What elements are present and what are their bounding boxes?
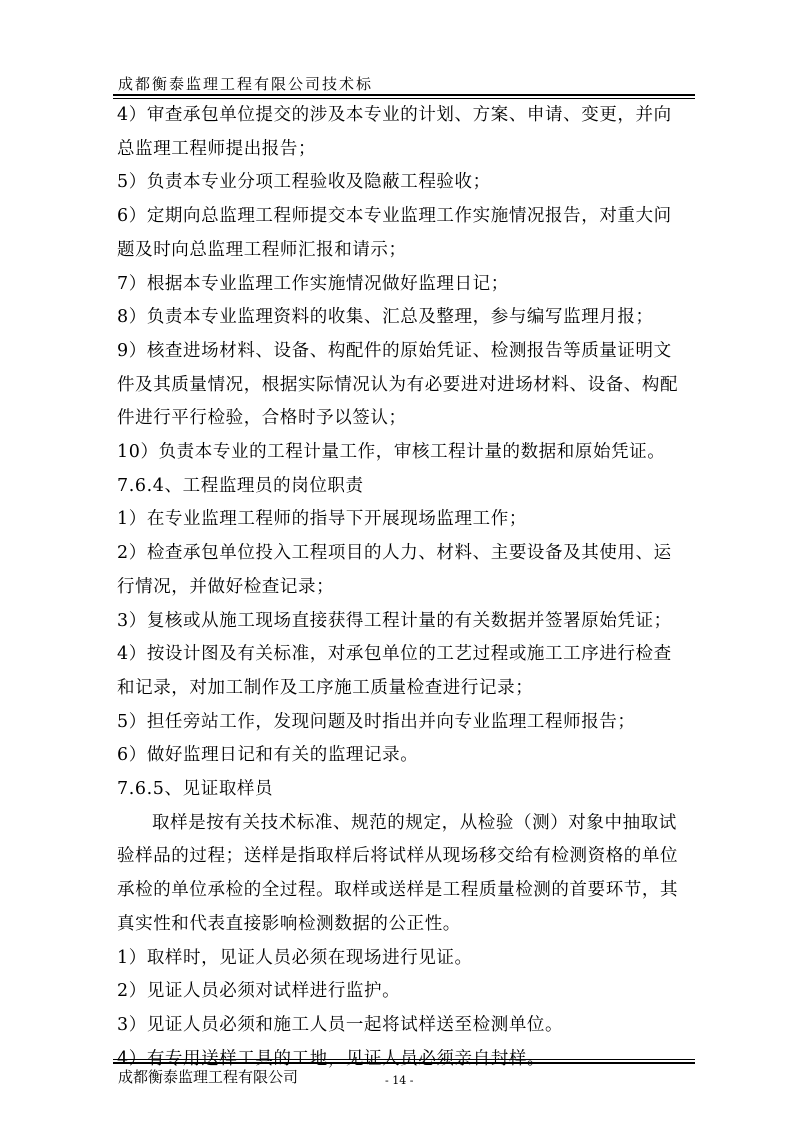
header-title: 成都衡泰监理工程有限公司技术标 <box>118 75 374 93</box>
header-rule <box>113 94 695 96</box>
text-line: 承检的单位承检的全过程。取样或送样是工程质量检测的首要环节，其 <box>117 880 679 901</box>
text-line: 1）在专业监理工程师的指导下开展现场监理工作； <box>117 509 527 530</box>
footer-company: 成都衡泰监理工程有限公司 <box>118 1068 299 1086</box>
paragraph-first-line: 取样是按有关技术标准、规范的规定，从检验（测）对象中抽取试 <box>152 812 677 833</box>
section-heading: 7.6.5、见证取样员 <box>117 779 274 800</box>
text-line: 8）负责本专业监理资料的收集、汇总及整理，参与编写监理月报； <box>117 307 654 328</box>
page-number: - 14 - <box>385 1074 414 1087</box>
document-body <box>117 99 697 1076</box>
footer-rule-secondary <box>113 1062 695 1064</box>
text-line: 真实性和代表直接影响检测数据的公正性。 <box>117 913 461 934</box>
text-line: 题及时向总监理工程师汇报和请示； <box>117 239 407 260</box>
text-line: 9）核查进场材料、设备、构配件的原始凭证、检测报告等质量证明文 <box>117 340 672 361</box>
text-line: 7）根据本专业监理工作实施情况做好监理日记； <box>117 273 509 294</box>
text-line: 6）做好监理日记和有关的监理记录。 <box>117 745 419 766</box>
text-line: 3）见证人员必须和施工人员一起将试样送至检测单位。 <box>117 1014 564 1035</box>
section-heading: 7.6.4、工程监理员的岗位职责 <box>117 475 364 496</box>
text-line: 验样品的过程；送样是指取样后将试样从现场移交给有检测资格的单位 <box>117 846 679 867</box>
text-line: 2）见证人员必须对试样进行监护。 <box>117 981 401 1002</box>
text-line: 行情况，并做好检查记录； <box>117 576 335 597</box>
text-line: 5）负责本专业分项工程验收及隐蔽工程验收； <box>117 172 491 193</box>
text-line: 件及其质量情况，根据实际情况认为有必要进对进场材料、设备、构配 <box>117 374 679 395</box>
text-line: 10）负责本专业的工程计量工作，审核工程计量的数据和原始凭证。 <box>117 442 666 463</box>
text-line: 4）按设计图及有关标准，对承包单位的工艺过程或施工工序进行检查 <box>117 644 672 665</box>
text-line: 4）审查承包单位提交的涉及本专业的计划、方案、申请、变更，并向 <box>117 105 672 125</box>
text-line: 件进行平行检验，合格时予以签认； <box>117 408 407 429</box>
text-line: 6）定期向总监理工程师提交本专业监理工作实施情况报告，对重大问 <box>117 206 672 227</box>
text-line: 总监理工程师提出报告； <box>117 138 317 159</box>
text-line: 5）担任旁站工作，发现问题及时指出并向专业监理工程师报告； <box>117 711 636 732</box>
footer-rule <box>113 1059 695 1060</box>
text-line: 1）取样时，见证人员必须在现场进行见证。 <box>117 947 473 968</box>
text-line: 3）复核或从施工现场直接获得工程计量的有关数据并签署原始凭证； <box>117 610 672 631</box>
text-line: 2）检查承包单位投入工程项目的人力、材料、主要设备及其使用、运 <box>117 543 672 564</box>
text-line: 和记录，对加工制作及工序施工质量检查进行记录； <box>117 677 534 698</box>
